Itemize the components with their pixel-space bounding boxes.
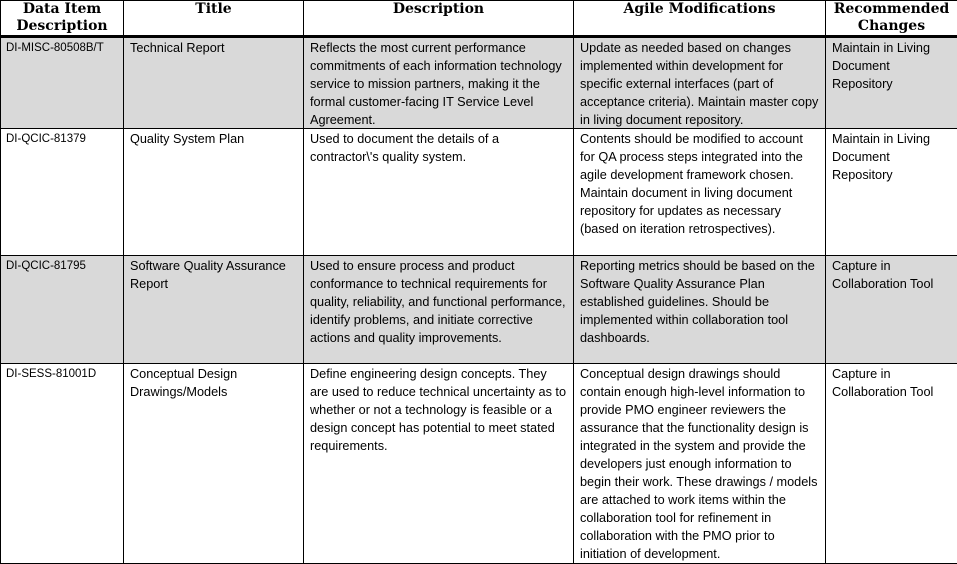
cell-title: Conceptual Design Drawings/Models	[124, 364, 304, 564]
table-row	[1, 364, 957, 564]
cell-title: Software Quality Assurance Report	[124, 256, 304, 364]
header-description: Description	[304, 1, 574, 37]
cell-data-item-id: DI-MISC-80508B/T	[1, 37, 124, 129]
cell-data-item-id: DI-QCIC-81795	[1, 256, 124, 364]
cell-agile-modifications: Contents should be modified to account for QA process steps integrated into the agile development framework chosen. Maintain document in living document repository for updates as necessary (based on iteration retrospectives).	[574, 129, 826, 256]
cell-description: Used to document the details of a contractor\'s quality system.	[304, 129, 574, 256]
cell-recommended-changes: Maintain in Living Document Repository	[826, 37, 957, 129]
cell-data-item-id: DI-SESS-81001D	[1, 364, 124, 564]
cell-data-item-id: DI-QCIC-81379	[1, 129, 124, 256]
header-row	[1, 1, 957, 37]
cell-recommended-changes: Maintain in Living Document Repository	[826, 129, 957, 256]
cell-agile-modifications	[574, 37, 826, 129]
header-title: Title	[124, 1, 304, 37]
cell-agile-modifications: Reporting metrics should be based on the Software Quality Assurance Plan established guidelines. Should be implemented within collaboration tool dashboards.	[574, 256, 826, 364]
header-recommended-changes: Recommended Changes	[826, 1, 957, 37]
cell-title: Quality System Plan	[124, 129, 304, 256]
cell-recommended-changes: Capture in Collaboration Tool	[826, 256, 957, 364]
description-text: Reflects the most current performance commitments of each information technology service to mission partners, making it the formal customer-facing IT Service Level Agreement.	[310, 41, 562, 127]
cell-description: Define engineering design concepts. They are used to reduce technical uncertainty as to whether or not a technology is feasible or a design concept has potential to meet stated requirements.	[304, 364, 574, 564]
header-data-item-description: Data Item Description	[1, 1, 124, 37]
cell-recommended-changes: Capture in Collaboration Tool	[826, 364, 957, 564]
header-agile-modifications: Agile Modifications	[574, 1, 826, 37]
cell-description	[304, 37, 574, 129]
cell-description: Used to ensure process and product conformance to technical requirements for quality, reliability, and functional performance, identify problems, and initiate corrective actions and quality improvements.	[304, 256, 574, 364]
table-row	[1, 256, 957, 364]
cell-agile-modifications: Conceptual design drawings should contain enough high-level information to provide PMO engineer reviewers the assurance that the functionality design is integrated in the system and provide the developers just enough information to begin their work. These drawings / models are attached to work items within the collaboration tool for refinement in collaboration with the PMO prior to initiation of development.	[574, 364, 826, 564]
table-row	[1, 37, 957, 129]
cell-title: Technical Report	[124, 37, 304, 129]
table-row	[1, 129, 957, 256]
agile-modifications-text: Update as needed based on changes implemented within development for specific external interfaces (part of acceptance criteria). Maintain master copy in living document repository.	[580, 41, 819, 127]
